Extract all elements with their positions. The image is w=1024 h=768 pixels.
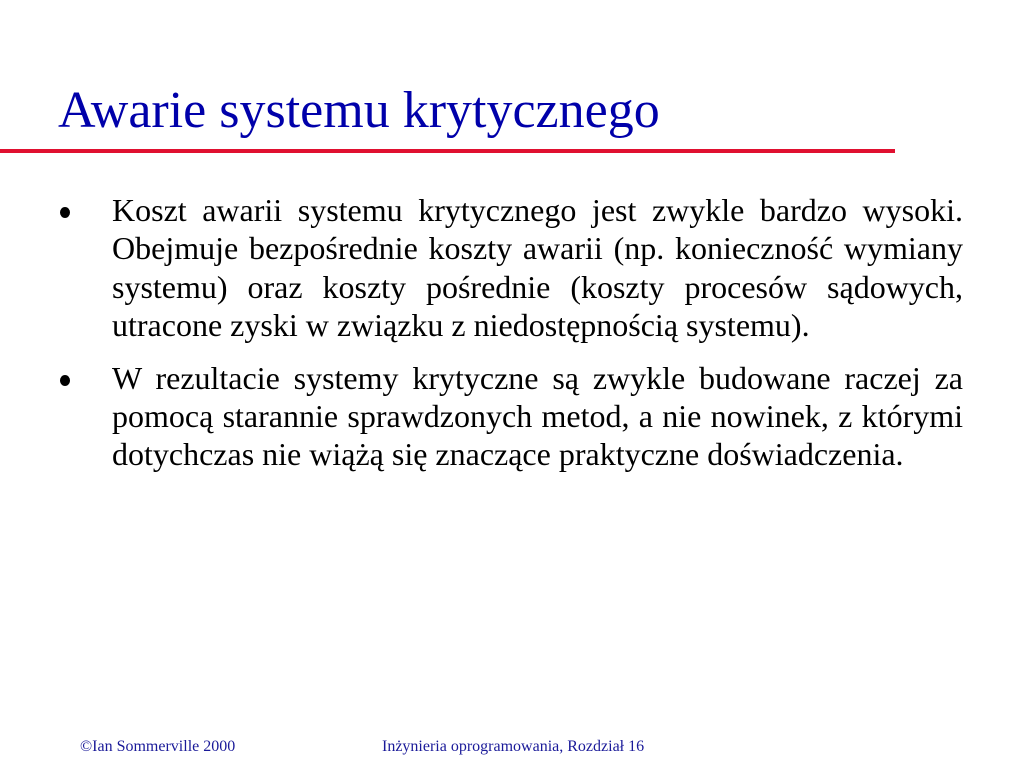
title-underline [0, 149, 895, 153]
bullet-icon [60, 375, 70, 386]
slide-title: Awarie systemu krytycznego [58, 82, 660, 139]
bullet-list [60, 191, 963, 488]
bullet-text: Koszt awarii systemu krytycznego jest zwykle bardzo wysoki. Obejmuje bezpośrednie koszty awarii (np. konieczność wymiany systemu) oraz koszty pośrednie (koszty procesów sądowych, utracone zyski w związku z niedostępnością systemu). [112, 192, 963, 344]
footer-copyright: ©Ian Sommerville 2000 [80, 738, 236, 755]
bullet-text: W rezultacie systemy krytyczne są zwykle budowane raczej za pomocą starannie sprawdzonych metod, a nie nowinek, z którymi dotychczas nie wiążą się znaczące praktyczne doświadczenia. [112, 359, 963, 473]
bullet-item [60, 191, 963, 345]
bullet-icon [60, 207, 70, 218]
footer-book-title: Inżynieria oprogramowania, Rozdział 16 [382, 738, 645, 755]
bullet-item [60, 359, 963, 474]
